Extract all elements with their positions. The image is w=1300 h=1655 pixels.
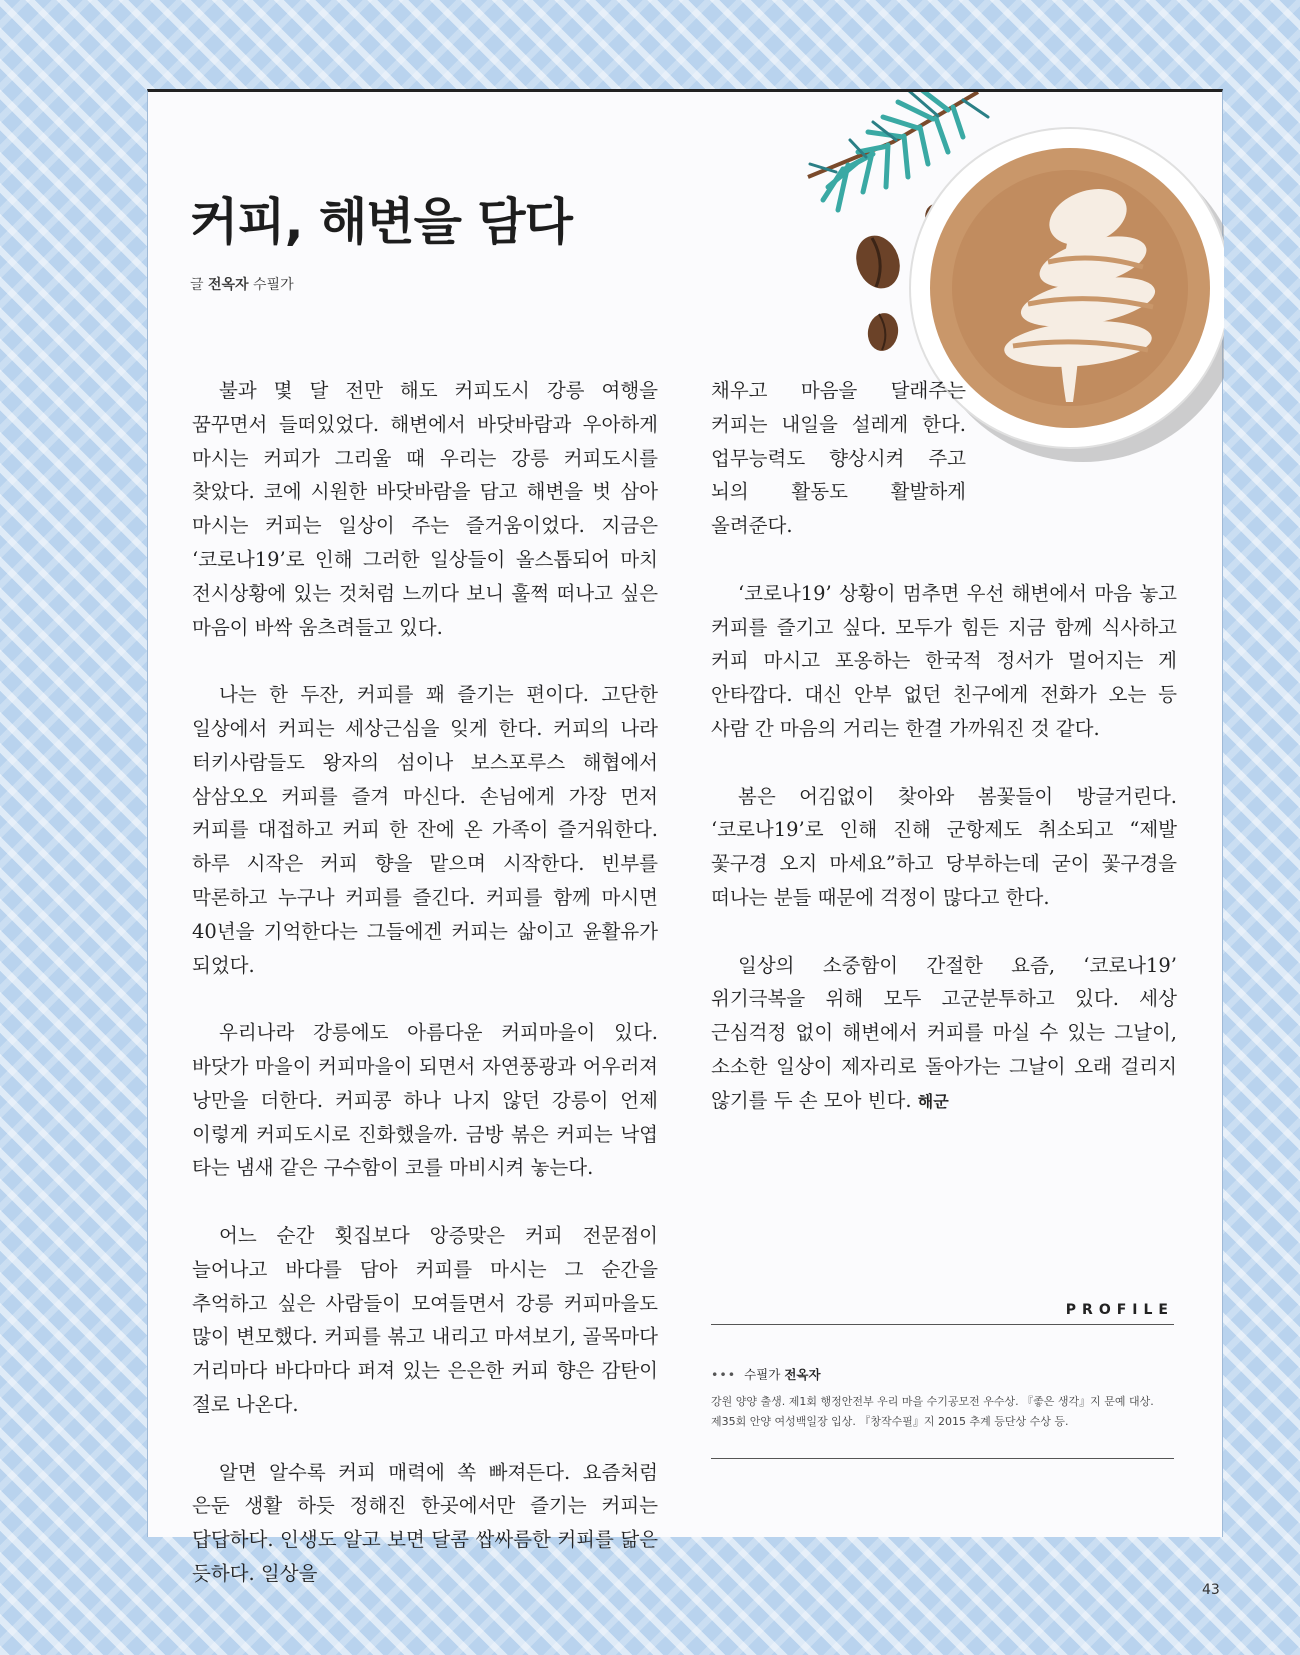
left-column — [192, 374, 658, 1624]
paragraph-last — [711, 949, 1177, 1119]
profile-role: 수필가 — [744, 1367, 781, 1382]
coffee-bean-icon — [849, 229, 907, 294]
author-name: 전옥자 — [207, 277, 249, 293]
paragraph: 우리나라 강릉에도 아름다운 커피마을이 있다. 바닷가 마을이 커피마을이 되면서 자연풍광과 어우러져 낭만을 더한다. 커피콩 하나 나지 않던 강릉이 언제 이렇게 커피도시로 진화했을까. 금방 볶은 커피는 낙엽 타는 냄새 같은 구수함이 코를 마비시켜 놓는다. — [192, 1021, 658, 1180]
magazine-page — [147, 89, 1223, 1585]
right-column — [711, 374, 1177, 1152]
paragraph: 나는 한 두잔, 커피를 꽤 즐기는 편이다. 고단한 일상에서 커피는 세상근심을 잊게 한다. 커피의 나라 터키사람들도 왕자의 섬이나 보스포루스 해협에서 삼삼오오 커피를 즐겨 마신다. 손님에게 가장 먼저 커피를 대접하고 커피 한 잔에 온 가족이 즐거워한다. 하루 시작은 커피 향을 맡으며 시작한다. 빈부를 막론하고 누구나 커피를 즐긴다. 커피를 함께 마시면 40년을 기억한다는 그들에겐 커피는 삶이고 윤활유가 되었다. — [192, 683, 658, 977]
paragraph-text: 일상의 소중함이 간절한 요즘, ‘코로나19’ 위기극복을 위해 모두 고군분투하고 있다. 세상 근심걱정 없이 해변에서 커피를 마실 수 있는 그날이, 소소한 일상이 제자리로 돌아가는 그날이 오래 걸리지 않기를 두 손 모아 빈다. — [711, 953, 1177, 1112]
profile-line: 제35회 안양 여성백일장 입상. 『창작수필』지 2015 추계 등단상 수상 등. — [711, 1415, 1069, 1428]
profile-heading: PROFILE — [711, 1302, 1174, 1325]
profile-name-line — [711, 1365, 1174, 1383]
byline — [190, 274, 294, 294]
paragraph: 불과 몇 달 전만 해도 커피도시 강릉 여행을 꿈꾸면서 들떠있었다. 해변에서 바닷바람과 우아하게 마시는 커피가 그리울 때 우리는 강릉 커피도시를 찾았다. 코에 시원한 바닷바람을 담고 해변을 벗 삼아 마시는 커피는 일상이 주는 즐거움이었다. 지금은 ‘코로나19’로 인해 그러한 일상들이 올스톱되어 마치 전시상황에 있는 것처럼 느끼다 보니 훌쩍 떠나고 싶은 마음이 바싹 움츠려들고 있다. — [192, 379, 658, 639]
bullet-dots: ••• — [711, 1367, 737, 1382]
profile-body — [711, 1392, 1174, 1459]
author-role: 수필가 — [253, 277, 294, 293]
page-number: 43 — [1202, 1582, 1220, 1598]
paragraph: 봄은 어김없이 찾아와 봄꽃들이 방글거린다. ‘코로나19’로 인해 진해 군항제도 취소되고 “제발 꽃구경 오지 마세요”하고 당부하는데 굳이 꽃구경을 떠나는 분들 때문에 걱정이 많다고 한다. — [711, 784, 1177, 909]
profile-box — [711, 1302, 1174, 1459]
paragraph-continuation: 채우고 마음을 달래주는 커피는 내일을 설레게 한다. 업무능력도 향상시켜 주고 뇌의 활동도 활발하게 올려준다. — [711, 379, 966, 538]
profile-name: 전옥자 — [784, 1367, 821, 1382]
paragraph: 어느 순간 횟집보다 앙증맞은 커피 전문점이 늘어나고 바다를 담아 커피를 마시는 그 순간을 추억하고 싶은 사람들이 모여들면서 강릉 커피마을도 많이 변모했다. 커피를 볶고 내리고 마셔보기, 골목마다 거리마다 바다마다 퍼져 있는 은은한 커피 향은 감탄이 절로 나온다. — [192, 1223, 658, 1416]
profile-line: 강원 양양 출생. 제1회 행정안전부 우리 마을 수기공모전 우수상. 『좋은 생각』지 문예 대상. — [711, 1395, 1154, 1408]
article-title: 커피, 해변을 담다 — [190, 193, 572, 251]
signature: 해군 — [917, 1091, 949, 1111]
byline-prefix: 글 — [190, 277, 204, 293]
paragraph: 알면 알수록 커피 매력에 쏙 빠져든다. 요즘처럼 은둔 생활 하듯 정해진 한곳에서만 즐기는 커피는 답답하다. 인생도 알고 보면 달콤 쌉싸름한 커피를 닮은 듯하다. 일상을 — [192, 1460, 658, 1585]
paragraph: ‘코로나19’ 상황이 멈추면 우선 해변에서 마음 놓고 커피를 즐기고 싶다. 모두가 힘든 지금 함께 식사하고 커피 마시고 포옹하는 한국적 정서가 멀어지는 게 안타깝다. 대신 안부 없던 친구에게 전화가 오는 등 사람 간 마음의 거리는 한결 가까워진 것 같다. — [711, 581, 1177, 740]
